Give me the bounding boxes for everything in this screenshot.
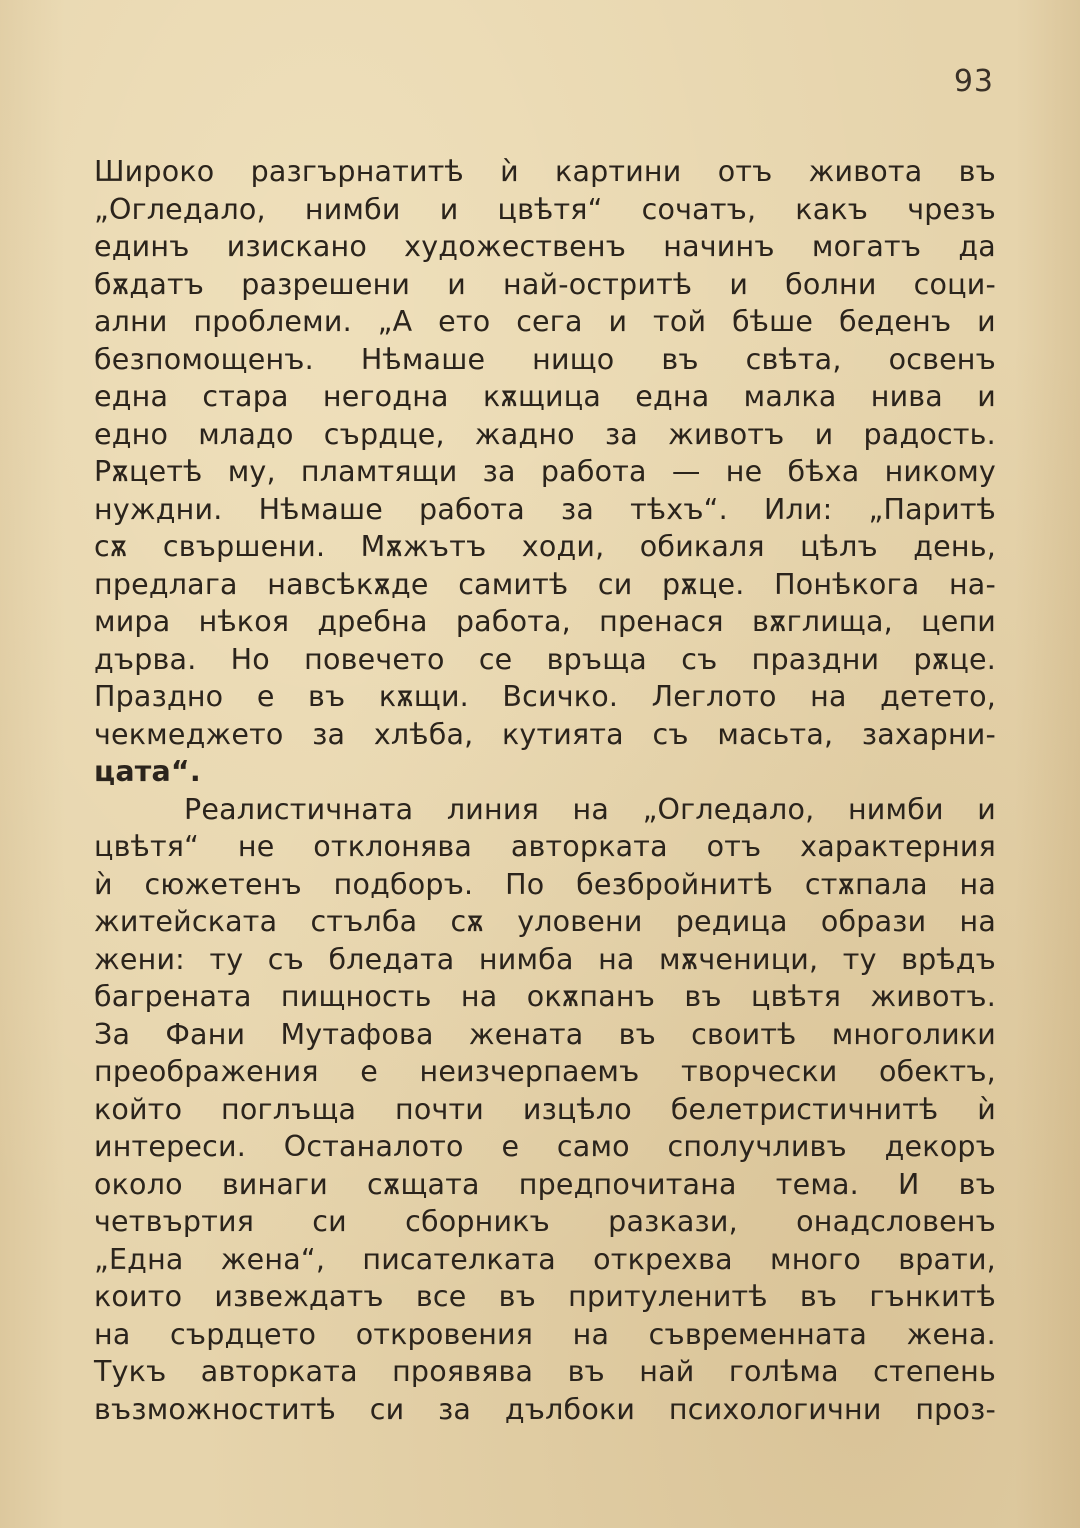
word: е [256,680,275,713]
word: въ [308,680,346,713]
word: за [438,1392,472,1426]
word: предлага [94,567,238,601]
text-line [94,1278,996,1316]
word: на- [948,567,996,601]
word: проблеми. [193,305,352,338]
word: цепи [921,605,996,638]
word: нимби [847,792,944,826]
word: безпомощенъ. [94,342,314,376]
word: за [482,455,516,488]
word: никому [884,455,996,488]
word: работа [540,455,647,488]
word: разрешени [241,267,411,301]
word: чрезъ [907,192,996,226]
text-line [94,566,996,604]
word: и [977,305,996,338]
word: болни [785,267,877,301]
word: въ [567,1355,605,1388]
text-line [94,753,996,791]
text-line [94,941,996,979]
word: и [608,305,628,338]
text-line [94,1203,996,1241]
word: мира [94,605,171,638]
word: ето [438,305,491,338]
word: образи [820,905,927,938]
word: отъ [706,830,762,863]
word: Всичко. [502,680,619,713]
word: врати, [898,1242,996,1276]
word: отъ [717,155,773,188]
word: Но [230,642,270,676]
word: на [572,1317,610,1351]
word: художественъ [404,230,627,263]
word: тѣхъ“. [630,492,728,526]
word: на [959,867,996,901]
word: все [415,1280,467,1313]
word: ту [209,942,244,976]
word: не [237,830,275,863]
word: бледата [328,942,455,976]
word: работа, [455,605,571,638]
word: жена. [906,1317,996,1351]
word: цвѣтя“ [94,830,200,863]
text-line [94,791,996,829]
text-line [94,716,996,754]
word: творчески [680,1055,838,1088]
word: и [977,792,996,826]
text-line [94,1316,996,1354]
word: открехва [593,1242,733,1276]
word: най [639,1355,695,1388]
word: Рѫцетѣ [94,455,203,488]
word: притуленитѣ [568,1280,768,1313]
word: картини [555,155,682,188]
word: уловени [517,905,643,938]
word: авторката [510,830,668,863]
word: пренася [599,605,724,638]
page-number: 93 [953,64,994,99]
word: „Огледало, [642,792,815,826]
word: сърдцето [170,1317,317,1351]
word: да [958,230,996,263]
word: сборникъ [405,1205,550,1238]
word: дърва. [94,642,197,676]
word: единъ [94,230,190,263]
word: мѫченици, [659,942,819,976]
word: и [814,417,834,451]
word: връща [546,642,647,676]
word: нимби [304,192,401,226]
word: жадно [474,417,575,451]
word: животъ. [870,980,996,1013]
word: е [501,1130,520,1163]
word: „Една [94,1242,184,1276]
word: характерния [800,830,996,863]
word: По [505,867,545,901]
word: стълба [310,905,418,938]
word: и [977,380,996,413]
word: гънкитѣ [869,1280,996,1313]
word: навсѣкѫде [267,567,429,601]
word: една [635,380,710,413]
word: Останалото [283,1130,464,1163]
word: въ [958,1167,996,1201]
word: на [94,1317,131,1351]
word: праздни [751,642,880,676]
word: дребна [317,605,428,638]
word: — [671,455,701,488]
word: той [653,305,707,338]
word: поглъща [221,1092,357,1126]
text-line [94,903,996,941]
word: обектъ, [878,1055,996,1088]
text-line [94,1053,996,1091]
word: детето, [880,680,996,713]
word: свършени. [162,530,326,563]
word: е [360,1055,378,1088]
word: извеждатъ [214,1280,384,1313]
word: въ [498,1280,536,1313]
word: цѣлъ [800,530,878,563]
word: четвъртия [94,1205,255,1238]
word: Тукъ [94,1355,167,1388]
text-line [94,1016,996,1054]
word: стѫпала [804,867,928,901]
word: си [312,1205,347,1238]
word: чекмеджето [94,717,284,751]
word: сполучливъ [667,1130,847,1163]
word: нуждни. [94,492,223,526]
word: сърдце, [323,417,445,451]
word: писателката [362,1242,556,1276]
text-line [94,866,996,904]
word: подборъ. [333,867,474,901]
word: освенъ [888,342,996,376]
word: на [598,942,635,976]
word: и [447,267,466,301]
word: животъ [668,417,785,451]
word: авторката [200,1355,358,1388]
word: около [94,1167,183,1201]
word: кутията [502,717,624,751]
word: преображения [94,1055,319,1088]
text-line [94,191,996,229]
word: Мутафова [280,1017,434,1051]
word: декоръ [884,1130,996,1163]
word: неизчерпаемъ [419,1055,640,1088]
text-line [94,341,996,379]
word: сѫ [94,530,128,563]
word: съвременната [648,1317,868,1351]
word: съ [681,642,718,676]
word: негодна [322,380,449,413]
word: обикаля [639,530,765,563]
word: въ [618,1017,656,1051]
word: хлѣба, [373,717,474,751]
word: своитѣ [691,1017,797,1051]
text-line [94,978,996,1016]
word: „Паритѣ [868,492,996,526]
word: багрената [94,980,252,1013]
word: Нѣмаше [258,492,383,526]
word: нищо [532,342,615,376]
word: день, [913,530,996,563]
word: му, [227,455,276,488]
word: ални [94,305,168,338]
word: рѫце. [913,642,996,676]
word: малка [743,380,837,413]
word: повечето [304,642,445,676]
word: само [556,1130,630,1163]
word: белетристичнитѣ [670,1092,939,1126]
word: ѝ [500,155,519,188]
word: степень [873,1355,996,1388]
body-text [94,153,996,1428]
text-line [94,416,996,454]
word: работа [419,492,525,526]
word: „А [377,305,413,338]
word: една [94,380,169,413]
word: нѣкоя [198,605,290,638]
text-line [94,303,996,341]
word: масьта, [717,717,834,751]
word: разгърнатитѣ [250,155,464,188]
word: цата“. [94,755,201,788]
text-line [94,828,996,866]
word: сюжетенъ [144,867,302,901]
word: жена“, [220,1242,326,1276]
word: които [94,1280,183,1313]
word: за [312,717,346,751]
word: Нѣмаше [360,342,486,376]
word: нива [870,380,943,413]
word: безбройнитѣ [576,867,774,901]
word: цвѣтя [750,980,842,1013]
word: бѣше [732,305,814,338]
word: какъ [795,192,869,226]
text-line [94,1166,996,1204]
word: психологични [668,1392,882,1426]
text-line [94,603,996,641]
word: бѣха [787,455,860,488]
word: врѣдъ [901,942,996,976]
word: жената [468,1017,584,1051]
word: захарни- [861,717,996,751]
word: живота [808,155,923,188]
word: интереси. [94,1130,246,1163]
text-line [94,1128,996,1166]
text-line [94,1091,996,1129]
word: самитѣ [458,567,569,601]
word: който [94,1092,183,1126]
word: онадсловенъ [796,1205,996,1238]
word: най-остритѣ [503,267,693,301]
word: бѫдатъ [94,267,205,301]
word: кѫщица [482,380,602,413]
word: линия [446,792,539,826]
word: младо [198,417,294,451]
text-line [94,153,996,191]
word: нимба [478,942,574,976]
text-line [94,641,996,679]
word: цвѣтя“ [497,192,603,226]
text-line [94,491,996,529]
word: тема. [775,1167,859,1201]
word: за [560,492,595,526]
word: Или: [763,492,833,526]
text-line [94,378,996,416]
word: За [94,1017,131,1051]
text-line [94,678,996,716]
word: въ [958,155,996,188]
word: голѣма [728,1355,839,1388]
word: многолики [831,1017,996,1051]
word: предпочитана [518,1167,737,1201]
word: изцѣло [522,1092,632,1126]
word: на [460,980,498,1013]
word: кѫщи. [378,680,469,713]
word: съ [652,717,689,751]
word: Праздно [94,680,224,713]
word: проявява [392,1355,534,1388]
word: съ [267,942,304,976]
word: житейската [94,905,278,938]
word: за [604,417,638,451]
word: ѝ [977,1092,996,1126]
word: и [729,267,749,301]
word: на [959,905,996,938]
word: Фани [165,1017,246,1051]
word: откровения [355,1317,534,1351]
text-line [94,528,996,566]
word: окѫпанъ [526,980,656,1013]
word: стара [202,380,289,413]
word: много [770,1242,861,1276]
word: си [597,567,633,601]
word: могатъ [811,230,922,263]
word: винаги [221,1167,328,1201]
word: сѫщата [367,1167,480,1201]
text-line [94,453,996,491]
word: възможноститѣ [94,1392,336,1426]
word: дълбоки [504,1392,636,1426]
word: Леглото [651,680,777,713]
word: си [369,1392,405,1426]
word: сега [516,305,583,338]
word: въ [684,980,722,1013]
word: ходи, [521,530,605,563]
word: разкази, [608,1205,738,1238]
word: беденъ [839,305,952,338]
word: Понѣкога [774,567,920,601]
word: радость. [863,417,996,451]
word: едно [94,417,169,451]
word: рѫце. [661,567,745,601]
word: вѫглища, [751,605,893,638]
text-line [94,266,996,304]
word: пламтящи [300,455,458,488]
word: соци- [913,267,996,301]
word: начинъ [663,230,775,263]
word: ѝ [94,867,113,901]
word: отклонява [313,830,473,863]
word: „Огледало, [94,192,266,226]
word: се [478,642,513,676]
text-line [94,228,996,266]
word: изискано [226,230,367,263]
word: проз- [915,1392,996,1426]
word: на [572,792,609,826]
word: Реалистичната [184,792,414,826]
word: на [810,680,847,713]
word: Широко [94,155,215,188]
text-line [94,1391,996,1429]
word: пищность [280,980,432,1013]
word: Мѫжътъ [360,530,487,563]
word: въ [661,342,699,376]
word: сочатъ, [641,192,757,226]
word: жени: [94,942,185,976]
word: сѫ [450,905,485,938]
word: ту [842,942,877,976]
text-line [94,1353,996,1391]
text-line [94,1241,996,1279]
word: не [725,455,763,488]
word: свѣта, [745,342,842,376]
word: въ [799,1280,838,1313]
word: редица [675,905,788,938]
word: почти [394,1092,485,1126]
word: и [439,192,459,226]
word: И [898,1167,920,1201]
